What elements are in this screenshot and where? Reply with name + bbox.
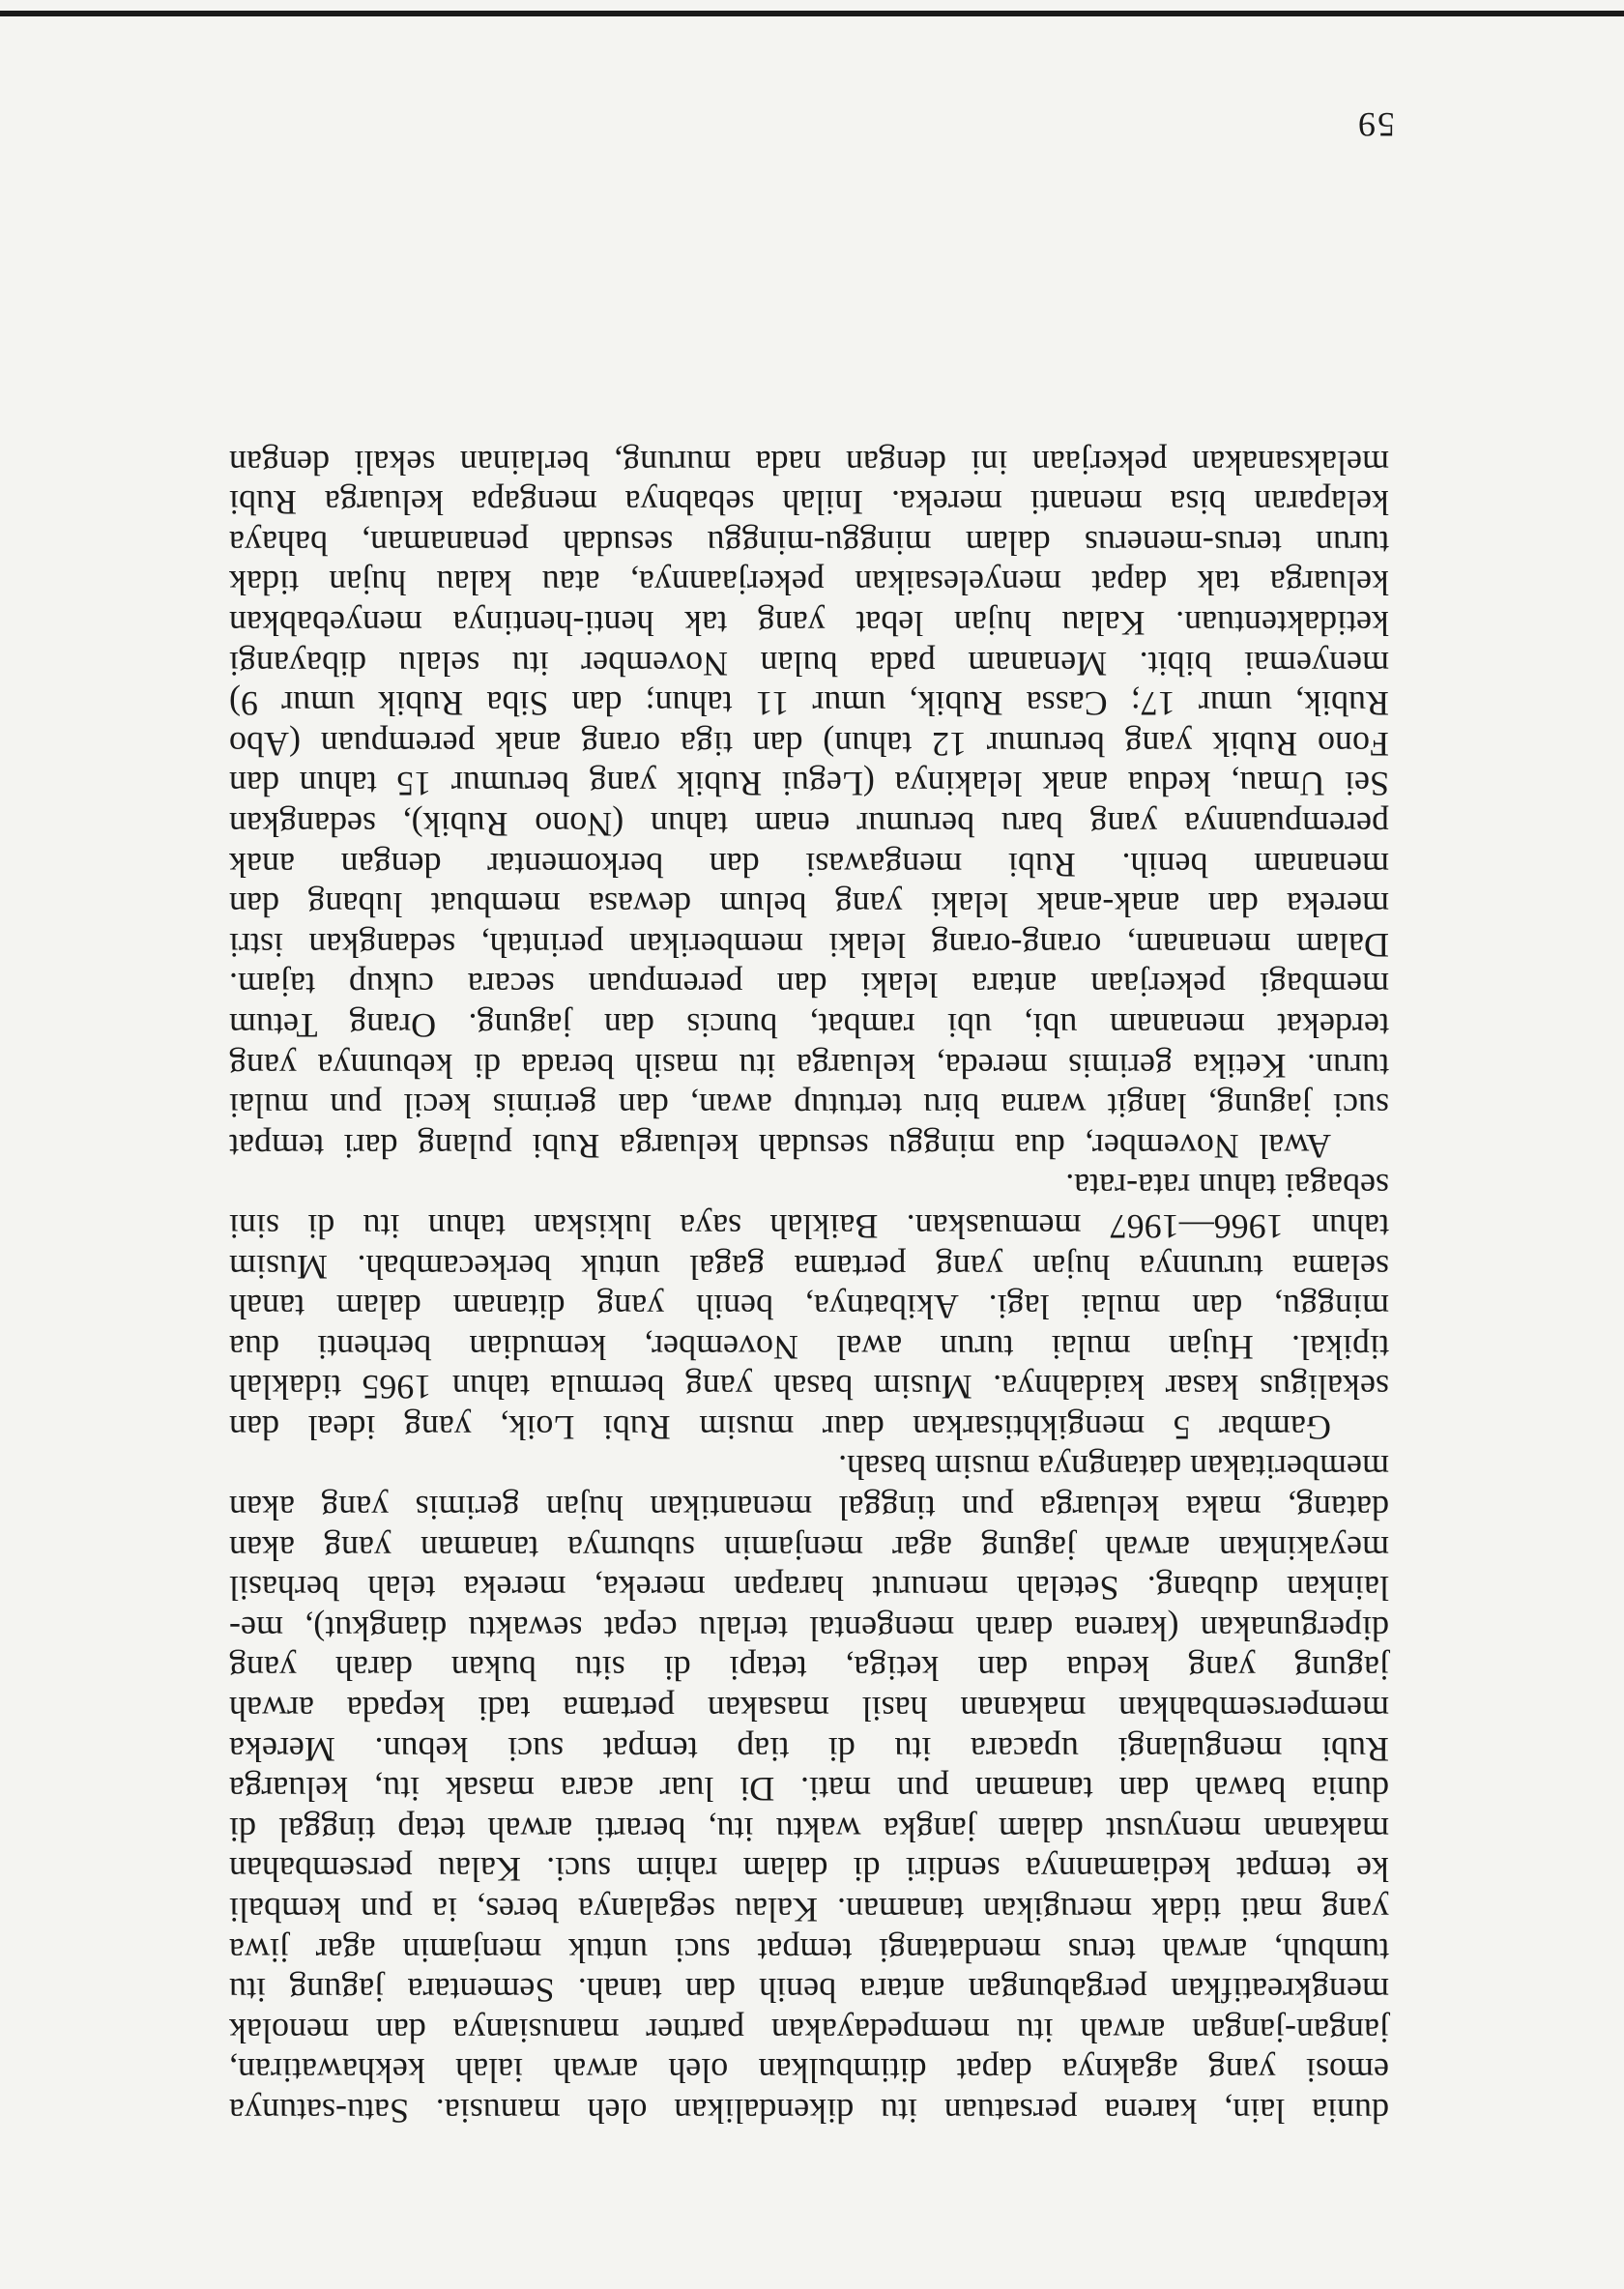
text-line: dunia lain, karena persatuan itu dikendalikan oleh manusia. Satu-satunya <box>229 2092 1389 2130</box>
text-line: Rubik, umur 17; Cassa Rubik, umur 11 tahun; dan Siba Rubik umur 9) <box>229 684 1389 724</box>
text-line: minggu, dan mulai lagi. Akibatnya, benih yang ditanam dalam tanah <box>229 1288 1389 1327</box>
text-line: Sei Umau, kedua anak lelakinya (Legui Rubik yang berumur 15 tahun dan <box>229 765 1389 804</box>
text-line: turun. Ketika gerimis mereda, keluarga itu masih berada di kebunnya yang <box>229 1046 1389 1086</box>
page-number: 59 <box>1356 105 1395 144</box>
text-line: Rubi mengulangi upacara itu di tiap tempat suci kebun. Mereka <box>229 1729 1389 1769</box>
text-line: membagi pekerjaan antara lelaki dan perempuan secara cukup tajam. <box>229 966 1389 1005</box>
text-line: Fono Rubik yang berumur 12 tahun) dan tiga orang anak perempuan (Abo <box>229 724 1389 764</box>
text-line: dipergunakan (karena darah mengental terlalu cepat sewaktu diangkut), me- <box>229 1608 1389 1648</box>
text-line: terdekat menanam ubi, ubi rambat, buncis dan jagung. Orang Tetum <box>229 1005 1389 1045</box>
text-line: memberitakan datangnya musim basah. <box>838 1448 1389 1488</box>
text-line: melaksanakan pekerjaan ini dengan nada murung, berlainan sekali dengan <box>229 443 1389 482</box>
text-line: Dalam menanam, orang-orang lelaki memberikan perintah, sedangkan istri <box>229 925 1389 965</box>
text-line: lainkan dubang. Setelah menurut harapan mereka, mereka telah berhasil <box>229 1569 1389 1608</box>
text-line: meyakinkan arwah jagung agar menjamin suburnya tanaman yang akan <box>229 1528 1389 1568</box>
text-line: mereka dan anak-anak lelaki yang belum dewasa membuat lubang dan <box>229 885 1389 925</box>
text-line: turun terus-menerus dalam minggu-minggu sesudah penanaman, bahaya <box>229 523 1389 563</box>
text-line: ketidaktentuan. Kalau hujan lebat yang tak henti-hentinya menyebabkan <box>229 604 1389 644</box>
scan-edge-line <box>0 11 1624 16</box>
text-line: kelaparan bisa menanti mereka. Inilah sebabnya mengapa keluarga Rubi <box>229 483 1389 523</box>
body-text <box>229 442 1389 2130</box>
text-line: mempersembahkan makanan hasil masakan pertama tadi kepada arwah <box>229 1690 1389 1729</box>
text-line: selama turunnya hujan yang pertama gagal untuk berkecambah. Musim <box>229 1247 1389 1287</box>
text-line: Gambar 5 mengikhtisarkan daur musim Rubi Loik, yang ideal dan <box>229 1407 1331 1447</box>
text-line: dunia bawah dan tanaman pun mati. Di luar acara masak itu, keluarga <box>229 1770 1389 1810</box>
text-line: sekaligus kasar kaidahnya. Musim basah yang bermula tahun 1965 tidaklah <box>229 1368 1389 1407</box>
text-line: tahun 1966—1967 memuaskan. Baiklah saya lukiskan tahun itu di sini <box>229 1206 1389 1246</box>
text-line: tipikal. Hujan mulai turun awal November, kemudian berhenti dua <box>229 1327 1389 1367</box>
text-line: perempuannya yang baru berumur enam tahun (Nono Rubik), sedangkan <box>229 805 1389 844</box>
text-line: suci jagung, langit warna biru tertutup awan, dan gerimis kecil pun mulai <box>229 1087 1389 1126</box>
text-line: yang mati tidak merugikan tanaman. Kalau segalanya beres, ia pun kembali <box>229 1891 1389 1930</box>
text-line: tumbuh, arwah terus mendatangi tempat suci untuk menjamin agar jiwa <box>229 1930 1389 1970</box>
text-line: mengkreatifkan pergabungan antara benih dan tanah. Sementara jagung itu <box>229 1971 1389 2011</box>
text-line: keluarga tak dapat menyelesaikan pekerjaannya, atau kalau hujan tidak <box>229 564 1389 603</box>
text-line: ke tempat kediamannya sendiri di dalam rahim suci. Kalau persembahan <box>229 1850 1389 1890</box>
text-line: sebagai tahun rata-rata. <box>1065 1167 1389 1206</box>
text-line: menanam benih. Rubi mengawasi dan berkomentar dengan anak <box>229 845 1389 884</box>
text-line: makanan menyusut dalam jangka waktu itu, berarti arwah tetap tinggal di <box>229 1810 1389 1849</box>
text-line: emosi yang agaknya dapat ditimbulkan oleh arwah ialah kekhawatiran, <box>229 2051 1389 2091</box>
text-line: jangan-jangan arwah itu mempedayakan partner manusianya dan menolak <box>229 2011 1389 2050</box>
text-line: Awal November, dua minggu sesudah keluarga Rubi pulang dari tempat <box>229 1126 1331 1166</box>
text-line: menyemai bibit. Menanam pada bulan November itu selalu dibayangi <box>229 644 1389 683</box>
text-line: datang, maka keluarga pun tinggal menantikan hujan gerimis yang akan <box>229 1489 1389 1528</box>
text-line: jagung yang kedua dan ketiga, tetapi di situ bukan darah yang <box>229 1649 1389 1689</box>
